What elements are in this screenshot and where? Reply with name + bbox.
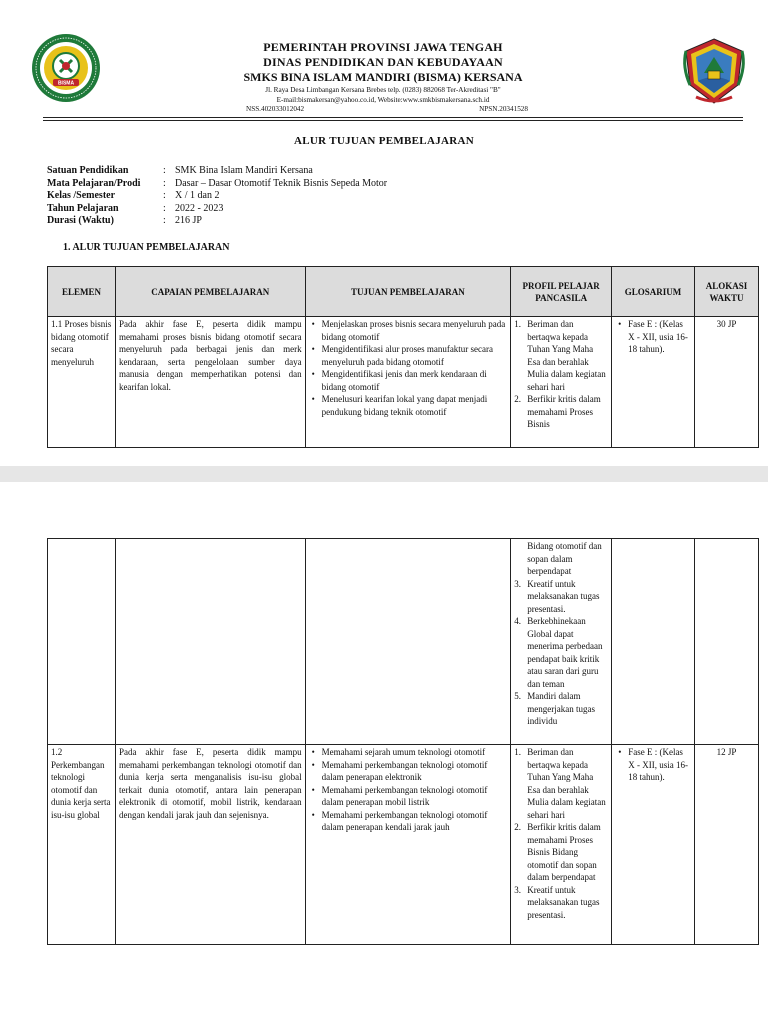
info-value: X / 1 dan 2 [175, 190, 220, 201]
profil-list [514, 318, 608, 431]
list-item: • Menjelaskan proses bisnis secara menyeluruh pada bidang otomotif [322, 318, 508, 343]
info-value: 216 JP [175, 215, 202, 226]
list-number: 4. [514, 616, 522, 626]
profil-continued-text: Bidang otomotif dan sopan dalam berpendapat [527, 541, 602, 576]
list-text: Berfikir kritis dalam memahami Proses Bisnis [527, 394, 601, 429]
learning-objectives-table [47, 266, 759, 448]
list-item [514, 615, 608, 690]
cell-elemen: 1.1 Proses bisnis bidang otomotif secara menyeluruh [48, 317, 116, 448]
profil-list [514, 746, 608, 921]
letterhead-npsn: NPSN.20341528 [479, 105, 528, 113]
list-item: • Fase E : (Kelas X - XII, usia 16-18 tahun). [628, 318, 691, 356]
info-row [47, 178, 387, 191]
list-item: • Memahami perkembangan teknologi otomotif dalam penerapan mobil listrik [322, 784, 508, 809]
letterhead-address: Jl. Raya Desa Limbangan Kersana Brebes telp. (0283) 882068 Ter-Akreditasi "B" [265, 86, 501, 94]
table-header-row [48, 267, 759, 317]
cell-elemen: 1.2 Perkembangan teknologi otomotif dan dunia kerja serta isu-isu global [48, 745, 116, 945]
cell-profil [511, 745, 612, 945]
list-item: • Mengidentifikasi alur proses manufaktur secara menyeluruh pada bidang otomotif [322, 343, 508, 368]
document-info [47, 165, 387, 228]
cell-profil [511, 539, 612, 745]
list-item: • Memahami perkembangan teknologi otomotif dalam penerapan kendali jarak jauh [322, 809, 508, 834]
list-text: Berfikir kritis dalam memahami Proses Bisnis Bidang otomotif dan sopan dalam berpendapat [527, 822, 601, 882]
header-capaian: CAPAIAN PEMBELAJARAN [115, 267, 305, 317]
list-text: Kreatif untuk melaksanakan tugas presentasi. [527, 884, 600, 920]
info-label: Mata Pelajaran/Prodi [47, 177, 141, 189]
page-1 [0, 0, 768, 466]
list-item [514, 318, 608, 393]
list-number: 2. [514, 394, 521, 404]
info-label: Tahun Pelajaran [47, 202, 119, 214]
letterhead-school-name: SMKS BINA ISLAM MANDIRI (BISMA) KERSANA [243, 70, 523, 84]
info-row [47, 203, 387, 216]
header-elemen: ELEMEN [48, 267, 116, 317]
info-separator: : [163, 165, 166, 176]
list-item [514, 746, 608, 821]
info-separator: : [163, 177, 166, 189]
cell-glosarium [612, 745, 695, 945]
letterhead [208, 40, 558, 114]
list-item [514, 578, 608, 616]
list-number: 2. [514, 822, 522, 832]
cell-alokasi: 12 JP [695, 745, 759, 945]
info-value: SMK Bina Islam Mandiri Kersana [175, 165, 313, 176]
cell-elemen [48, 539, 116, 745]
info-value: Dasar – Dasar Otomotif Teknik Bisnis Sepeda Motor [175, 177, 388, 189]
list-number: 1. [514, 747, 522, 757]
cell-profil [511, 317, 612, 448]
letterhead-line-2: DINAS PENDIDIKAN DAN KEBUDAYAAN [263, 55, 503, 69]
cell-tujuan [305, 745, 511, 945]
list-text: Beriman dan bertaqwa kepada Tuhan Yang Maha Esa dan berahlak Mulia dalam kegiatan sehari hari [527, 319, 606, 392]
list-number: 1. [514, 319, 521, 329]
list-text: Kreatif untuk melaksanakan tugas presentasi. [527, 578, 600, 614]
cell-capaian [115, 539, 305, 745]
cell-alokasi [695, 539, 759, 745]
info-label: Satuan Pendidikan [47, 165, 129, 176]
list-item [514, 884, 608, 922]
glosarium-list [615, 746, 691, 784]
section-heading: 1. ALUR TUJUAN PEMBELAJARAN [63, 242, 230, 253]
letterhead-contact: E-mail:bismakersan@yahoo.co.id, Website:www.smkbismakersana.sch.id [276, 96, 490, 104]
profil-list [514, 578, 608, 728]
list-number: 3. [514, 578, 522, 589]
table-row [48, 317, 759, 448]
svg-text:BISMA: BISMA [57, 80, 75, 87]
list-text: Berkebhinekaan Global dapat menerima perbedaan pendapat baik kritik atau saran dari guru dan teman [527, 616, 603, 689]
list-item [514, 821, 608, 884]
cell-capaian: Pada akhir fase E, peserta didik mampu memahami perkembangan teknologi otomotif dan dunia kerja serta menganalisis isu-isu global terkait dunia otomotif, antara lain penerapan elektronik di otomotif, mobil listrik, kendaraan dengan kendali jarak jauh dan sejenisnya. [115, 745, 305, 945]
info-row [47, 190, 387, 203]
list-number: 3. [514, 884, 522, 895]
info-label: Durasi (Waktu) [47, 215, 114, 226]
list-item [514, 393, 608, 431]
cell-glosarium [612, 317, 695, 448]
letterhead-line-1: PEMERINTAH PROVINSI JAWA TENGAH [263, 40, 503, 54]
list-item: • Fase E : (Kelas X - XII, usia 16-18 tahun). [628, 746, 691, 784]
list-item: • Mengidentifikasi jenis dan merk kendaraan di bidang otomotif [322, 368, 508, 393]
cell-glosarium [612, 539, 695, 745]
tujuan-list [309, 318, 508, 418]
table-row [48, 539, 759, 745]
glosarium-list [615, 318, 691, 356]
header-profil: PROFIL PELAJAR PANCASILA [511, 267, 612, 317]
learning-objectives-table-continued [47, 538, 759, 945]
school-logo [31, 33, 101, 103]
list-item: • Memahami perkembangan teknologi otomotif dalam penerapan elektronik [322, 759, 508, 784]
table-row [48, 745, 759, 945]
letterhead-divider [43, 117, 743, 118]
header-alokasi: ALOKASI WAKTU [695, 267, 759, 317]
cell-capaian: Pada akhir fase E, peserta didik mampu memahami proses bisnis bidang otomotif secara menyeluruh pada berbagai jenis dan merk kendaraan, serta pengelolaan sumber daya manusia dengan memperhatikan potensi dan kearifan lokal. [115, 317, 305, 448]
letterhead-divider-thin [43, 120, 743, 121]
info-value: 2022 - 2023 [175, 202, 224, 214]
list-text: Mandiri dalam mengerjakan tugas individu [527, 691, 595, 726]
province-emblem [680, 37, 748, 105]
list-item: • Memahami sejarah umum teknologi otomotif [322, 746, 508, 759]
info-separator: : [163, 202, 166, 214]
cell-alokasi: 30 JP [695, 317, 759, 448]
header-glosarium: GLOSARIUM [612, 267, 695, 317]
list-number: 5. [514, 691, 522, 701]
list-item [514, 690, 608, 728]
info-row [47, 215, 387, 228]
letterhead-ids [208, 105, 558, 114]
cell-tujuan [305, 539, 511, 745]
info-row [47, 165, 387, 178]
list-text: Beriman dan bertaqwa kepada Tuhan Yang Maha Esa dan berahlak Mulia dalam kegiatan sehari hari [527, 747, 606, 820]
cell-tujuan [305, 317, 511, 448]
info-separator: : [163, 190, 166, 201]
info-separator: : [163, 215, 166, 226]
list-item: • Menelusuri kearifan lokal yang dapat menjadi pendukung bidang teknik otomotif [322, 393, 508, 418]
header-tujuan: TUJUAN PEMBELAJARAN [305, 267, 511, 317]
tujuan-list [309, 746, 508, 834]
letterhead-nss: NSS.402033012042 [246, 105, 305, 113]
document-title: ALUR TUJUAN PEMBELAJARAN [294, 135, 474, 147]
info-label: Kelas /Semester [47, 190, 116, 201]
